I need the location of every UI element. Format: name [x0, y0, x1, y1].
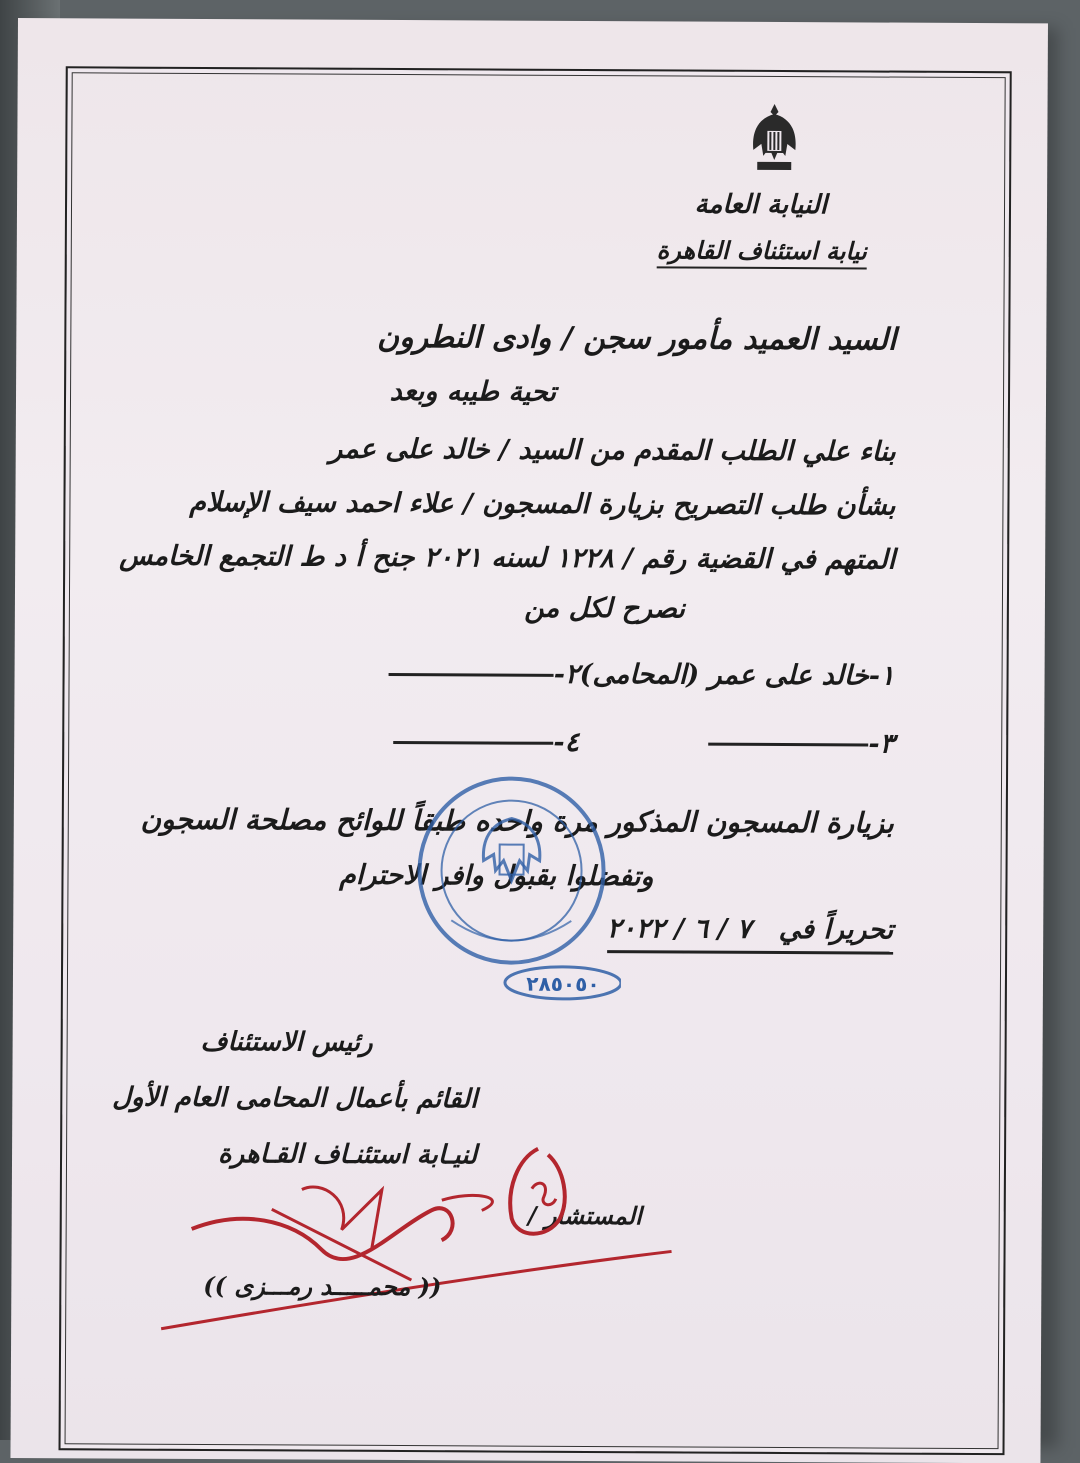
- handwritten-signature: [151, 1169, 682, 1342]
- stamp-number: ٢٨٥٠٥٠: [526, 972, 599, 996]
- visitor-4-blank: [393, 741, 553, 745]
- signer-title-1: رئيس الاستئناف: [200, 1027, 372, 1058]
- closing: وتفضلوا بقبول وافر الاحترام: [339, 860, 653, 893]
- visitor-1-number: ١-: [869, 660, 895, 691]
- subject-line: بشأن طلب التصريح بزيارة المسجون / علاء احمد سيف الإسلام: [189, 487, 895, 522]
- visitor-1: [580, 659, 895, 692]
- signer-name: (( محمـــــد رمـــزى )): [203, 1271, 441, 1301]
- visitor-3-number: ٣-: [868, 728, 894, 759]
- date-line: [607, 913, 894, 954]
- authority-title: النيابة العامة: [694, 190, 827, 221]
- visit-terms: بزيارة المسجون المذكور مرة واحده طبقاً للوائح مصلحة السجون: [140, 803, 893, 840]
- visitor-3: [708, 728, 894, 760]
- eagle-emblem-icon: [747, 100, 801, 178]
- visitor-2: [389, 658, 580, 690]
- counselor-label: المستشار /: [528, 1201, 642, 1231]
- signer-title-2: القائم بأعمال المحامى العام الأول: [112, 1083, 477, 1115]
- signer-title-3: لنيـابة استئنـاف القـاهرة: [218, 1139, 477, 1170]
- document-page: [10, 18, 1048, 1463]
- greeting: تحية طيبه وبعد: [390, 376, 557, 408]
- request-line: بناء علي الطلب المقدم من السيد / خالد على عمر: [329, 434, 896, 468]
- visitor-3-blank: [708, 743, 868, 747]
- permit-intro: نصرح لكل من: [524, 593, 685, 625]
- visitor-4-number: ٤-: [553, 727, 579, 758]
- date-label: تحريراً في: [779, 914, 894, 946]
- office-title: نيابة استئناف القاهرة: [657, 235, 867, 269]
- visitor-2-number: ٢-: [554, 659, 580, 690]
- official-stamp: [401, 770, 622, 1001]
- addressee: السيد العميد مأمور سجن / وادى النطرون: [377, 320, 896, 358]
- case-line: المتهم في القضية رقم / ١٢٢٨ لسنه ٢٠٢١ جنح أ د ط التجمع الخامس: [119, 541, 895, 576]
- visitor-1-name: خالد على عمر (المحامى): [580, 659, 869, 692]
- visitor-2-blank: [389, 673, 554, 677]
- visitor-4: [393, 726, 579, 758]
- date-value: ٧ / ٦ / ٢٠٢٢: [607, 913, 752, 945]
